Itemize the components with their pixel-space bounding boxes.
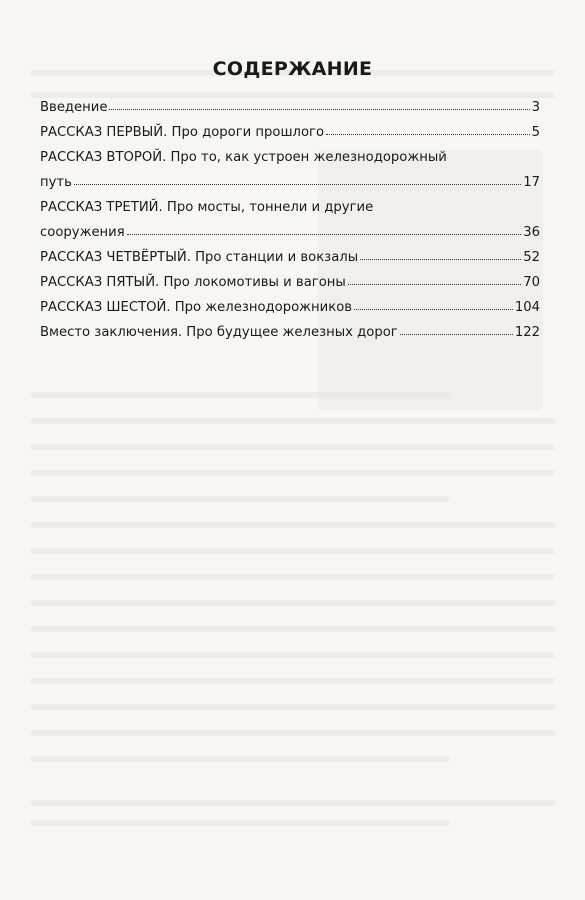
- bleed-through-line: [30, 574, 555, 580]
- toc-entry-line: [40, 175, 540, 200]
- dot-leader: [326, 133, 530, 135]
- toc-entry-title: Введение: [40, 100, 108, 115]
- toc-page-number: 36: [523, 225, 540, 240]
- bleed-through-line: [30, 678, 555, 684]
- toc-entry-title: РАССКАЗ ПЕРВЫЙ. Про дороги прошлого: [40, 125, 325, 140]
- toc-entry-line: [40, 225, 540, 250]
- bleed-through-line: [30, 444, 555, 450]
- bleed-through-line: [30, 418, 555, 424]
- page-title: СОДЕРЖАНИЕ: [212, 58, 373, 80]
- dot-leader: [127, 233, 522, 235]
- dot-leader: [348, 283, 521, 285]
- dot-leader: [400, 333, 513, 335]
- bleed-through-line: [30, 392, 450, 398]
- toc-entry[interactable]: [40, 125, 540, 150]
- dot-leader: [109, 108, 529, 110]
- bleed-through-line: [30, 704, 555, 710]
- toc-entry-line: [40, 125, 540, 150]
- bleed-through-line: [30, 92, 555, 98]
- bleed-through-line: [30, 800, 555, 806]
- bleed-through-line: [30, 522, 555, 528]
- toc-page-number: 3: [531, 100, 540, 115]
- toc-entry[interactable]: [40, 250, 540, 275]
- toc-entry-title: РАССКАЗ ВТОРОЙ. Про то, как устроен железнодорожный: [40, 150, 447, 165]
- bleed-through-line: [30, 756, 450, 762]
- toc-entry-line: [40, 200, 540, 225]
- toc-entry[interactable]: [40, 325, 540, 350]
- toc-entry-title: путь: [40, 175, 72, 190]
- toc-entry[interactable]: [40, 275, 540, 300]
- bleed-through-line: [30, 600, 555, 606]
- toc-entry[interactable]: [40, 200, 540, 250]
- toc-entry-line: [40, 325, 540, 350]
- toc-page-number: 104: [514, 300, 540, 315]
- bleed-through-line: [30, 652, 555, 658]
- toc-entry-line: [40, 150, 540, 175]
- table-of-contents: [40, 100, 540, 350]
- toc-entry-title: РАССКАЗ ТРЕТИЙ. Про мосты, тоннели и другие: [40, 200, 374, 215]
- toc-entry[interactable]: [40, 150, 540, 200]
- toc-page-number: 122: [514, 325, 540, 340]
- toc-entry-title: РАССКАЗ ЧЕТВЁРТЫЙ. Про станции и вокзалы: [40, 250, 359, 265]
- toc-entry-title: РАССКАЗ ШЕСТОЙ. Про железнодорожников: [40, 300, 353, 315]
- dot-leader: [360, 258, 521, 260]
- bleed-through-line: [30, 470, 555, 476]
- toc-entry-line: [40, 300, 540, 325]
- toc-entry-title: РАССКАЗ ПЯТЫЙ. Про локомотивы и вагоны: [40, 275, 346, 290]
- bleed-through-line: [30, 496, 450, 502]
- toc-page-number: 17: [523, 175, 540, 190]
- toc-entry[interactable]: [40, 300, 540, 325]
- bleed-through-line: [30, 548, 555, 554]
- toc-entry[interactable]: [40, 100, 540, 125]
- toc-page-number: 70: [523, 275, 540, 290]
- dot-leader: [354, 308, 513, 310]
- dot-leader: [74, 183, 521, 185]
- toc-entry-line: [40, 100, 540, 125]
- toc-entry-title: Вместо заключения. Про будущее железных дорог: [40, 325, 398, 340]
- toc-page-number: 52: [523, 250, 540, 265]
- toc-entry-line: [40, 275, 540, 300]
- toc-entry-title: сооружения: [40, 225, 125, 240]
- toc-entry-line: [40, 250, 540, 275]
- bleed-through-line: [30, 820, 450, 826]
- toc-page-number: 5: [531, 125, 540, 140]
- bleed-through-line: [30, 730, 555, 736]
- bleed-through-line: [30, 626, 555, 632]
